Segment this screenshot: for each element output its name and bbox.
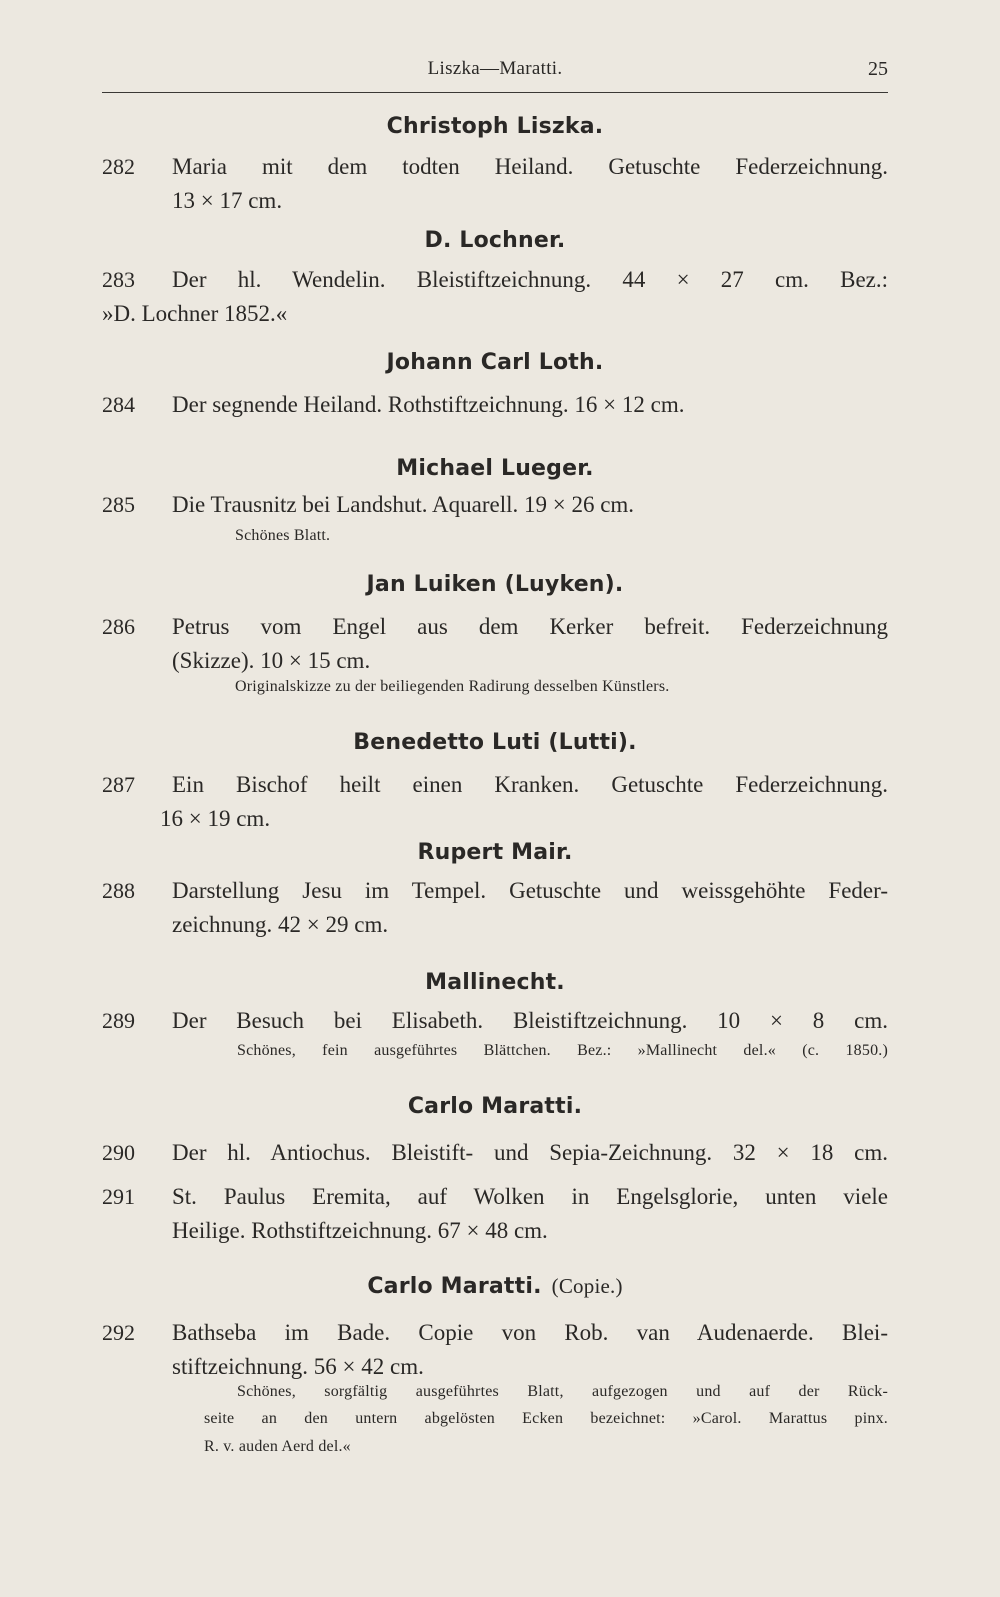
entry-text-line: stiftzeichnung. 56 × 42 cm. bbox=[172, 1354, 424, 1379]
artist-name: Carlo Maratti. bbox=[367, 1274, 542, 1299]
artist-heading: Johann Carl Loth. bbox=[386, 350, 604, 375]
lot-number: 286 bbox=[102, 614, 135, 639]
entry-text-line: Der Besuch bei Elisabeth. Bleistiftzeichnung. 10 × 8 cm. bbox=[172, 1008, 888, 1033]
running-title: Liszka—Maratti. bbox=[427, 58, 563, 79]
entry-text-line: zeichnung. 42 × 29 cm. bbox=[172, 912, 389, 937]
entry-remark: R. v. auden Aerd del.« bbox=[204, 1438, 351, 1455]
entry-remark: Schönes Blatt. bbox=[235, 527, 331, 544]
entry-text-line: 13 × 17 cm. bbox=[172, 188, 283, 213]
entry-text-line: Ein Bischof heilt einen Kranken. Getuschte Federzeichnung. bbox=[172, 772, 888, 797]
artist-heading: Mallinecht. bbox=[425, 970, 565, 995]
artist-heading: Jan Luiken (Luyken). bbox=[366, 572, 624, 597]
entry-text-line: 16 × 19 cm. bbox=[160, 806, 271, 831]
entry-text-line: Der hl. Antiochus. Bleistift- und Sepia-Zeichnung. 32 × 18 cm. bbox=[172, 1140, 888, 1165]
entry-text-line: »D. Lochner 1852.« bbox=[102, 301, 288, 326]
lot-number: 291 bbox=[102, 1184, 135, 1209]
entry-text-line: (Skizze). 10 × 15 cm. bbox=[172, 648, 371, 673]
entry-remark: Originalskizze zu der beiliegenden Radirung desselben Künstlers. bbox=[235, 678, 670, 695]
page-header bbox=[102, 58, 888, 93]
entry-text-line: Der segnende Heiland. Rothstiftzeichnung. 16 × 12 cm. bbox=[172, 392, 685, 417]
artist-heading: Rupert Mair. bbox=[417, 840, 573, 865]
entry-remark: seite an den untern abgelösten Ecken bezeichnet: »Carol. Marattus pinx. bbox=[204, 1410, 888, 1427]
entry-text-line: Petrus vom Engel aus dem Kerker befreit. Federzeichnung bbox=[172, 614, 888, 639]
entry-text-line: Heilige. Rothstiftzeichnung. 67 × 48 cm. bbox=[172, 1218, 548, 1243]
artist-heading: D. Lochner. bbox=[424, 228, 566, 253]
lot-number: 284 bbox=[102, 392, 135, 417]
entry-text-line: St. Paulus Eremita, auf Wolken in Engelsglorie, unten viele bbox=[172, 1184, 888, 1209]
lot-number: 283 bbox=[102, 267, 135, 292]
lot-number: 287 bbox=[102, 772, 135, 797]
artist-note: (Copie.) bbox=[551, 1274, 623, 1298]
artist-heading: Carlo Maratti. bbox=[407, 1094, 583, 1119]
entry-text-line: Bathseba im Bade. Copie von Rob. van Audenaerde. Blei- bbox=[172, 1320, 888, 1345]
artist-heading: Michael Lueger. bbox=[396, 456, 594, 481]
entry-remark: Schönes, sorgfältig ausgeführtes Blatt, aufgezogen und auf der Rück- bbox=[237, 1383, 888, 1400]
entry-text-line: Darstellung Jesu im Tempel. Getuschte und weissgehöhte Feder- bbox=[172, 878, 888, 903]
entry-remark: Schönes, fein ausgeführtes Blättchen. Bez.: »Mallinecht del.« (c. 1850.) bbox=[237, 1042, 888, 1059]
lot-number: 282 bbox=[102, 154, 135, 179]
artist-heading bbox=[102, 1274, 888, 1299]
artist-heading: Christoph Liszka. bbox=[386, 114, 604, 139]
lot-number: 290 bbox=[102, 1140, 135, 1165]
lot-number: 289 bbox=[102, 1008, 135, 1033]
lot-number: 288 bbox=[102, 878, 135, 903]
entry-text-line: Maria mit dem todten Heiland. Getuschte Federzeichnung. bbox=[172, 154, 888, 179]
page-number: 25 bbox=[868, 58, 888, 80]
entry-text-line: Die Trausnitz bei Landshut. Aquarell. 19 × 26 cm. bbox=[172, 492, 635, 517]
artist-heading: Benedetto Luti (Lutti). bbox=[353, 730, 637, 755]
entry-text-line: Der hl. Wendelin. Bleistiftzeichnung. 44 × 27 cm. Bez.: bbox=[172, 267, 888, 292]
lot-number: 292 bbox=[102, 1320, 135, 1345]
lot-number: 285 bbox=[102, 492, 135, 517]
